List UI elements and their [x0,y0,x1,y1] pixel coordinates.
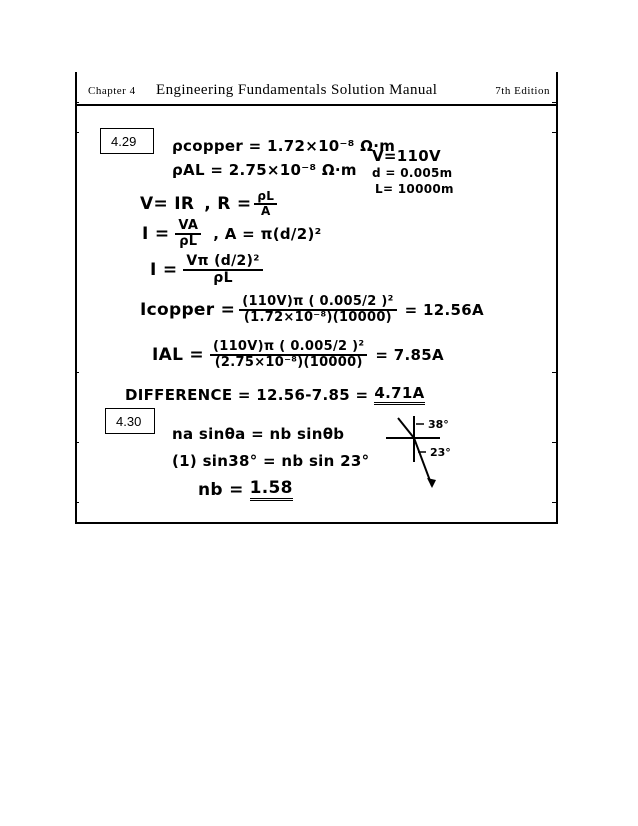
angle-bottom-label: 23° [430,446,451,459]
area-text: , A = π(d/2)² [213,224,322,243]
given-voltage: V=110V [372,147,441,165]
frame-tick [75,132,79,133]
frame-tick [75,102,79,103]
rho-al-text: ρAL = 2.75×10⁻⁸ Ω·m [172,161,357,179]
snell-law: na sinθa = nb sinθb [172,425,345,443]
ial-fraction [210,340,367,370]
ohm-law-line [140,190,277,218]
answer-lhs: nb = [198,479,244,500]
refraction-diagram [380,412,470,494]
current-eq-line [142,219,321,249]
difference-line [125,384,425,405]
current-sub-line [150,254,263,286]
current2-lhs: I = [150,260,178,281]
frame-tick [552,102,556,103]
page-header [88,82,550,100]
frame-tick [75,442,79,443]
current2-denominator: ρL [213,269,233,286]
rho-copper-text: ρcopper = 1.72×10⁻⁸ Ω·m [172,137,396,155]
header-divider [75,104,558,106]
current2-fraction [183,254,262,286]
ial-numerator: (110V)π ( 0.005/2 )² [210,340,367,356]
answer-line [198,478,293,501]
current-numerator: VA [175,219,201,235]
icopper-result: = 12.56A [404,300,484,319]
icopper-fraction [239,295,396,325]
problem-label-box [105,408,155,434]
problem-label: 4.29 [111,133,137,149]
ial-result: = 7.85A [375,345,444,364]
answer-value: 1.58 [250,478,293,501]
ial-line [152,340,444,370]
frame-tick [552,372,556,373]
frame-right-edge [552,72,558,522]
resistance-denominator: A [261,203,271,218]
frame-tick [552,442,556,443]
icopper-denominator: (1.72×10⁻⁸)(10000) [243,309,392,325]
angle-top-label: 38° [428,418,449,431]
icopper-numerator: (110V)π ( 0.005/2 )² [239,295,396,311]
given-diameter: d = 0.005m [372,166,453,180]
ohm-law-text: V= IR [140,193,195,214]
ial-lhs: IAL = [152,344,204,365]
current2-numerator: Vπ (d/2)² [183,254,262,271]
icopper-lhs: Icopper = [140,299,236,320]
difference-result: 4.71A [374,384,424,405]
problem-label-box [100,128,154,154]
header-edition: 7th Edition [495,85,550,97]
ray-arrowhead [427,478,436,488]
frame-left-edge [75,72,81,522]
snell-substituted: (1) sin38° = nb sin 23° [172,452,370,470]
current-fraction [175,219,201,249]
frame-tick [75,502,79,503]
header-title: Engineering Fundamentals Solution Manual [156,82,438,98]
given-length: L= 10000m [375,182,454,196]
problem-label: 4.30 [116,413,142,429]
frame-tick [552,502,556,503]
ial-denominator: (2.75×10⁻⁸)(10000) [214,354,363,370]
current-lhs: I = [142,223,170,244]
difference-text: DIFFERENCE = 12.56-7.85 = [125,385,369,404]
resistance-fraction [254,190,277,218]
incident-ray [398,418,414,438]
current-denominator: ρL [179,233,198,249]
frame-tick [75,372,79,373]
icopper-line [140,295,484,325]
resistance-text: , R = [204,193,252,214]
resistance-numerator: ρL [254,190,277,205]
frame-tick [552,132,556,133]
header-chapter: Chapter 4 [88,85,136,97]
